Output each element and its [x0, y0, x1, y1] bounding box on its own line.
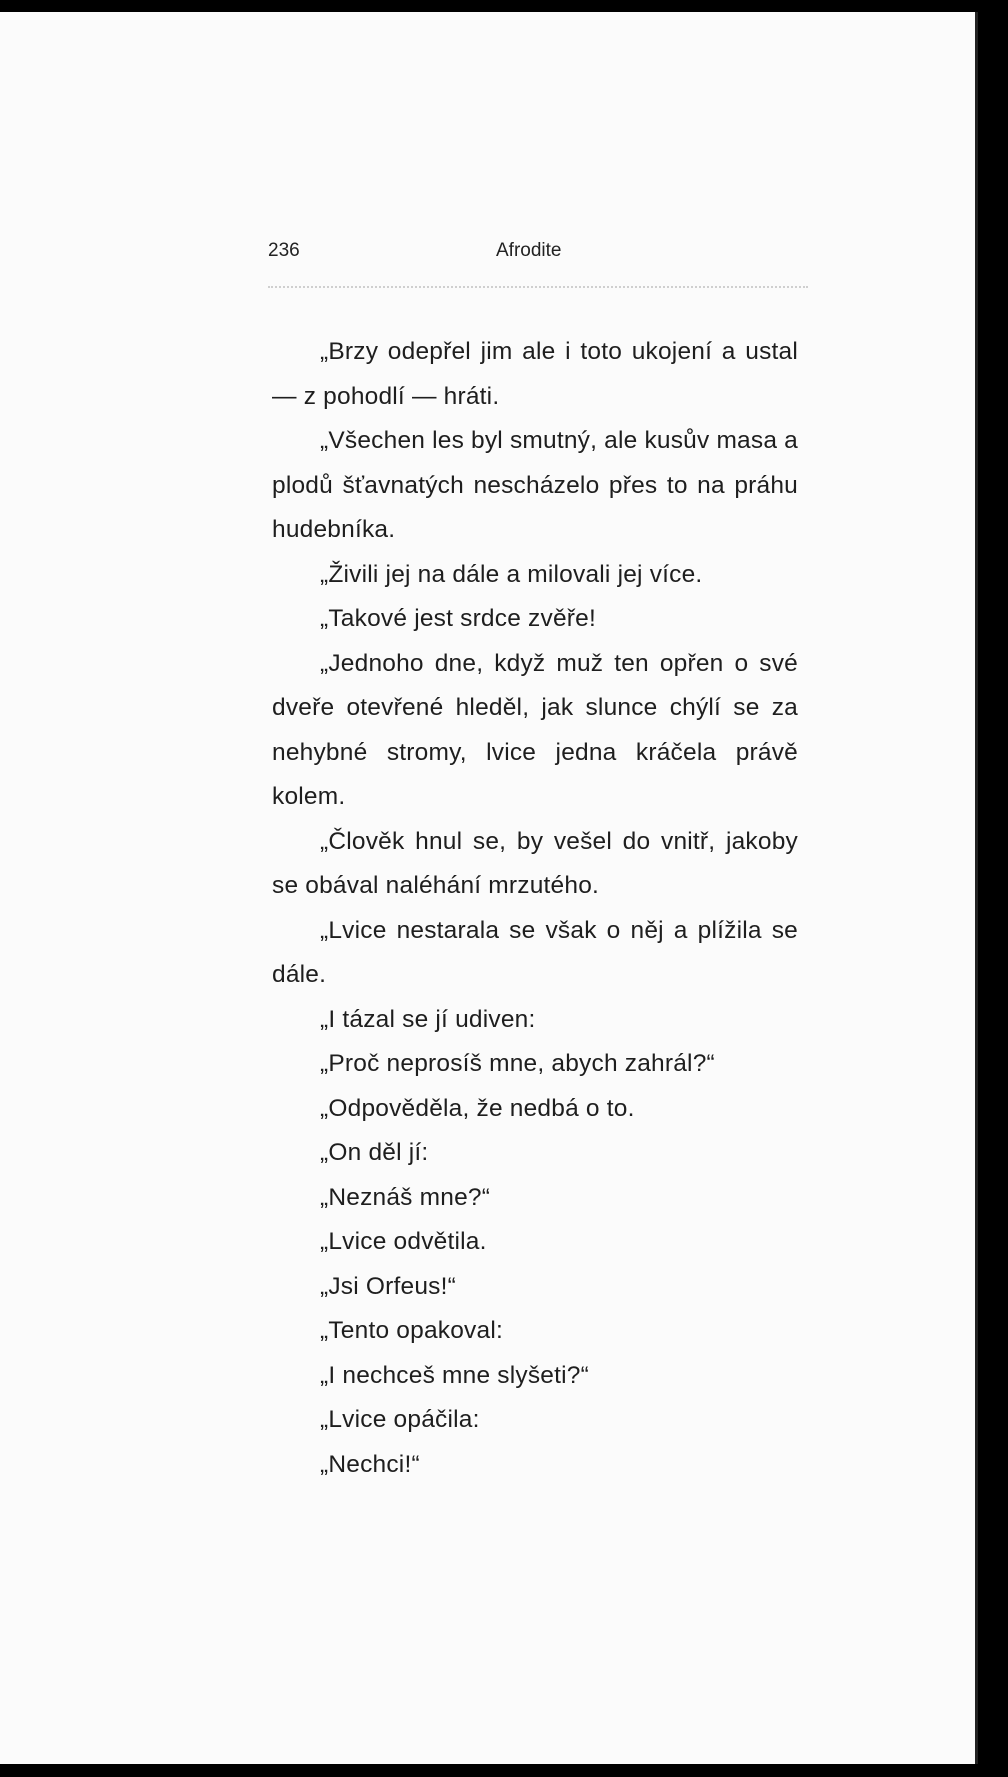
paragraph: „I nechceš mne slyšeti?“ [320, 1361, 589, 1389]
binding-mark [989, 880, 997, 894]
paragraph: „Takové jest srdce zvěře! [320, 605, 596, 632]
running-title: Afrodite [496, 240, 562, 261]
paragraph: „Odpověděla, že nedbá o to. [320, 1094, 635, 1122]
header-rule [268, 286, 808, 288]
paragraph: „Jsi Orfeus!“ [320, 1272, 456, 1300]
paragraph: „I tázal se jí udiven: [320, 1005, 536, 1033]
paragraph: „Živili jej na dále a milovali jej více. [320, 560, 703, 588]
body-text [272, 330, 798, 1487]
paragraph: „Jednoho dne, když muž ten opřen o své dveře otevřené hleděl, jak slunce chýlí se za nehybné stromy, lvice jedna kráčela právě kolem. [272, 649, 798, 810]
binding-mark [989, 410, 997, 424]
book-page [0, 12, 978, 1764]
paragraph: „Proč neprosíš mne, abych zahrál?“ [320, 1050, 715, 1077]
paragraph: „Nechci!“ [320, 1450, 420, 1478]
page-header [268, 240, 808, 270]
paragraph: „Brzy odepřel jim ale i toto ukojení a ustal — z pohodlí — hráti. [272, 338, 798, 410]
paragraph: „Lvice opáčila: [320, 1406, 480, 1433]
paragraph: „Neznáš mne?“ [320, 1183, 491, 1211]
paragraph: „Lvice nestarala se však o něj a plížila se dále. [272, 916, 798, 988]
paragraph: „Lvice odvětila. [320, 1228, 487, 1255]
paragraph: „Tento opakoval: [320, 1317, 503, 1344]
paragraph: „Všechen les byl smutný, ale kusův masa a plodů šťavnatých nescházelo přes to na práhu hudebníka. [272, 427, 798, 543]
paragraph: „Člověk hnul se, by vešel do vnitř, jakoby se obával naléhání mrzutého. [272, 827, 798, 899]
binding-mark [989, 1340, 997, 1354]
page-number: 236 [268, 240, 300, 261]
paragraph: „On děl jí: [320, 1139, 429, 1166]
